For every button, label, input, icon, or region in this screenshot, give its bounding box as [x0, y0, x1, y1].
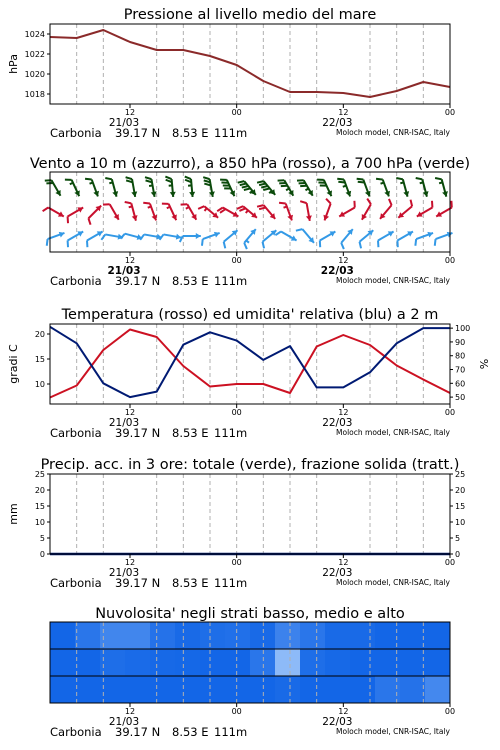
date-label: 22/03 [322, 716, 353, 728]
cloud-cell [150, 676, 176, 704]
y-tick-label-right: 70 [455, 365, 466, 375]
barb-feather [411, 200, 413, 207]
y-tick-label: 15 [34, 502, 45, 511]
wind-barb [337, 179, 351, 197]
y-tick-label-right: 0 [455, 550, 461, 559]
wind-barb [203, 177, 215, 197]
precip-plot-frame [50, 474, 450, 554]
wind-barb [68, 231, 84, 247]
x-tick-label: 00 [231, 707, 242, 716]
pressure-vertical-gridlines [77, 24, 424, 104]
wind-barb [317, 180, 332, 196]
cloud-cell [150, 649, 176, 677]
y-tick-label-right: 90 [455, 337, 466, 347]
barb-feather [125, 202, 132, 203]
barb-half-feather [149, 185, 152, 186]
x-tick-label: 12 [124, 108, 136, 117]
x-tick-label: 00 [231, 558, 242, 567]
y-tick-label: 0 [39, 550, 45, 559]
y-tick-label: 25 [34, 470, 45, 479]
wind-barb [435, 178, 448, 197]
date-label: 21/03 [107, 265, 141, 277]
barb-feather [238, 181, 245, 183]
x-tick-label: 00 [444, 408, 456, 417]
y-tick-label: 5 [39, 534, 45, 543]
y-tick-label-right: 50 [455, 393, 466, 403]
y-tick-label: 10 [34, 518, 45, 527]
wind-barb [297, 180, 313, 196]
cloud-cell [425, 622, 451, 650]
wind-barb [257, 205, 275, 219]
pressure-y-axis-label: hPa [7, 54, 20, 74]
cloud-cell [400, 622, 426, 650]
cloud-cell [50, 622, 76, 650]
barb-feather [224, 242, 226, 249]
pressure-x-ticks [50, 104, 455, 140]
wind-barb [103, 204, 119, 220]
wind-barb [185, 177, 195, 197]
cloud-cell [200, 649, 226, 677]
barb-half-feather [439, 182, 442, 183]
cloud-cell [250, 649, 276, 677]
barb-feather [358, 182, 365, 183]
cloud-cell [300, 622, 326, 650]
cloud-cell [400, 676, 426, 704]
wind-barb [257, 181, 275, 195]
temperature-panel [7, 307, 491, 440]
barb-half-feather [246, 210, 248, 213]
wind-barb [357, 179, 371, 197]
footer-location: Carbonia [50, 426, 102, 440]
barb-head [170, 192, 176, 197]
date-label: 22/03 [320, 265, 354, 277]
date-label: 22/03 [322, 117, 353, 129]
cloud-cell [50, 676, 76, 704]
x-tick-label: 00 [231, 256, 242, 265]
cloud-cell [275, 649, 301, 677]
wind-barb [220, 180, 235, 196]
footer-location: Carbonia [50, 576, 102, 590]
barb-feather [261, 186, 268, 188]
barb-feather [203, 177, 209, 179]
footer-location: Carbonia [50, 126, 102, 140]
barb-feather [242, 186, 249, 188]
cloud-cell [50, 649, 76, 677]
barb-head [196, 233, 201, 239]
series-line [50, 30, 450, 97]
cloud-cell [275, 622, 301, 650]
wind-barb [360, 230, 374, 248]
wind-barb [237, 206, 257, 218]
wind-barb [300, 201, 312, 221]
footer-elevation: 111m [214, 126, 248, 140]
footer-location: Carbonia [50, 725, 102, 739]
y-tick-label: 1020 [24, 70, 45, 79]
wind-title: Vento a 10 m (azzurro), a 850 hPa (rosso), a 700 hPa (verde) [29, 156, 471, 172]
precip-title: Precip. acc. in 3 ore: totale (verde), frazione solida (tratt.) [40, 457, 460, 473]
footer-elevation: 111m [214, 576, 248, 590]
x-tick-label: 12 [124, 707, 136, 716]
wind-barb [416, 178, 429, 197]
y-tick-label-right: 5 [455, 534, 461, 543]
barb-half-feather [129, 206, 132, 207]
cloud-cell [175, 649, 201, 677]
cloud-cell [200, 676, 226, 704]
barb-feather [326, 199, 331, 204]
cloud-cell [200, 622, 226, 650]
wind-barb [320, 231, 336, 247]
barb-feather [279, 203, 286, 204]
wind-barb [65, 180, 80, 196]
barb-feather [257, 181, 264, 183]
cloud-cell [425, 649, 451, 677]
wind-barb [88, 206, 101, 225]
wind-barb [323, 199, 330, 221]
barb-half-feather [343, 186, 346, 187]
wind-barb [376, 179, 390, 197]
cloud-cell [75, 622, 101, 650]
wind-barb [397, 231, 413, 247]
clouds-title: Nuvolosita' negli strati basso, medio e alto [95, 606, 405, 622]
barb-half-feather [109, 182, 112, 183]
barb-feather [435, 178, 442, 179]
wind-barb [202, 232, 220, 246]
pressure-title: Pressione al livello medio del mare [123, 7, 377, 23]
date-label: 21/03 [108, 417, 140, 429]
cloud-cell [425, 676, 451, 704]
barb-half-feather [186, 207, 189, 209]
date-label: 22/03 [322, 567, 353, 579]
x-tick-label: 00 [231, 108, 242, 117]
temperature-x-ticks [50, 404, 455, 440]
x-tick-label: 12 [338, 256, 349, 265]
cloud-cell [125, 649, 151, 677]
y-tick-label: 1018 [24, 90, 45, 99]
humidity-y-axis-label: % [478, 358, 491, 370]
y-tick-label: 1024 [24, 30, 45, 39]
barb-feather [165, 177, 171, 179]
temperature-y-ticks [35, 324, 470, 402]
wind-barb [43, 208, 64, 217]
pressure-panel [7, 7, 455, 140]
wind-barb [140, 234, 162, 240]
y-tick-label-right: 20 [455, 486, 466, 495]
wind-barb [101, 234, 123, 240]
footer-credit: Moloch model, CNR-ISAC, Italy [336, 578, 450, 587]
wind-barb [378, 231, 394, 247]
footer-elevation: 111m [214, 426, 248, 440]
wind-barb [279, 203, 293, 221]
wind-barb [263, 230, 277, 248]
barb-feather [257, 205, 264, 207]
barb-half-feather [205, 208, 207, 211]
clouds-x-ticks [50, 703, 455, 739]
temperature-plot-frame [50, 324, 450, 404]
cloud-cell [275, 676, 301, 704]
cloud-cell [125, 622, 151, 650]
barb-feather [240, 184, 247, 186]
y-tick-label: 1022 [24, 50, 45, 59]
date-label: 22/03 [322, 417, 353, 429]
cloud-cell [175, 622, 201, 650]
precip-x-ticks [50, 554, 455, 590]
footer-latitude: 39.17 N [115, 576, 161, 590]
clouds-panel [50, 606, 455, 739]
x-tick-label: 12 [338, 707, 349, 716]
wind-barb [224, 230, 238, 248]
barb-feather [337, 179, 344, 180]
wind-barb [278, 180, 294, 196]
footer-credit: Moloch model, CNR-ISAC, Italy [336, 276, 450, 285]
wind-barb [380, 199, 392, 219]
barb-feather [185, 177, 191, 179]
cloud-cell [325, 676, 351, 704]
barb-feather [237, 206, 243, 209]
barb-half-feather [167, 207, 170, 208]
y-tick-label-right: 25 [455, 470, 466, 479]
barb-feather [396, 178, 403, 179]
footer-credit: Moloch model, CNR-ISAC, Italy [336, 128, 450, 137]
wind-barb [396, 178, 409, 197]
wind-barb [436, 201, 452, 217]
precip-panel [7, 457, 465, 590]
footer-longitude: 8.53 E [172, 725, 209, 739]
barb-feather [105, 178, 112, 179]
barb-feather [275, 232, 281, 236]
barb-feather [202, 239, 203, 246]
cloud-cell [300, 676, 326, 704]
x-tick-label: 12 [124, 558, 136, 567]
temperature-series [50, 327, 450, 398]
cloud-cell [250, 622, 276, 650]
barb-half-feather [246, 240, 249, 242]
barb-feather [145, 177, 151, 179]
x-tick-label: 00 [444, 707, 456, 716]
barb-feather [376, 179, 383, 180]
cloud-cell [125, 676, 151, 704]
cloud-cell [325, 649, 351, 677]
footer-credit: Moloch model, CNR-ISAC, Italy [336, 727, 450, 736]
x-tick-label: 12 [124, 408, 136, 417]
barb-half-feather [305, 189, 308, 191]
cloud-cell [250, 676, 276, 704]
wind-barb [87, 231, 103, 247]
footer-latitude: 39.17 N [115, 426, 161, 440]
footer-longitude: 8.53 E [172, 274, 209, 288]
x-tick-label: 12 [124, 256, 136, 265]
barb-feather [239, 208, 245, 211]
temperature-title: Temperatura (rosso) ed umidita' relativa (blu) a 2 m [61, 307, 439, 323]
footer-latitude: 39.17 N [115, 274, 161, 288]
cloud-cell [225, 649, 251, 677]
precip-vertical-gridlines [77, 474, 424, 554]
cloud-cell [175, 676, 201, 704]
cloud-cell [400, 649, 426, 677]
wind-panel [30, 156, 470, 288]
wind-barb [339, 201, 355, 217]
y-tick-label-right: 100 [455, 324, 471, 334]
footer-elevation: 111m [214, 274, 248, 288]
cloud-cell [75, 676, 101, 704]
barb-head [189, 192, 195, 197]
series-line [50, 327, 450, 397]
cloud-cell [225, 676, 251, 704]
precip-y-axis-label: mm [7, 503, 20, 525]
barb-feather [416, 178, 423, 179]
wind-barb [45, 180, 61, 196]
footer-latitude: 39.17 N [115, 725, 161, 739]
barb-half-feather [148, 207, 151, 208]
wind-barb [415, 232, 433, 246]
footer-longitude: 8.53 E [172, 426, 209, 440]
y-tick-label: 10 [34, 380, 45, 389]
wind-barb [160, 234, 182, 240]
y-tick-label-right: 80 [455, 351, 466, 361]
barb-half-feather [286, 189, 289, 191]
barb-feather [338, 182, 345, 183]
wind-barb [275, 232, 296, 241]
y-tick-label-right: 10 [455, 518, 466, 527]
wind-barb [105, 178, 118, 197]
wind-barb [417, 201, 433, 217]
temperature-vertical-gridlines [77, 324, 424, 404]
barb-feather [341, 243, 344, 249]
y-tick-label: 15 [34, 355, 45, 364]
barb-half-feather [284, 207, 287, 208]
cloud-cell [350, 622, 376, 650]
barb-half-feather [90, 183, 93, 184]
wind-barbs [43, 177, 453, 249]
pressure-y-ticks [25, 30, 50, 99]
x-tick-label: 12 [338, 558, 349, 567]
wind-barb [198, 206, 218, 218]
y-tick-label: 20 [34, 330, 45, 339]
wind-barb [398, 200, 412, 218]
barb-feather [43, 208, 49, 212]
wind-barb [120, 234, 142, 240]
barb-feather [296, 229, 303, 231]
wind-barb [143, 203, 157, 221]
temperature-y-axis-label: gradi C [7, 344, 20, 384]
barb-half-feather [420, 182, 423, 183]
wind-barb [162, 204, 177, 220]
barb-feather [360, 242, 362, 249]
barb-feather [263, 188, 270, 190]
x-tick-label: 00 [444, 256, 456, 265]
x-tick-label: 12 [338, 108, 349, 117]
barb-feather [259, 184, 266, 186]
pressure-series [50, 30, 450, 97]
footer-latitude: 39.17 N [115, 126, 161, 140]
cloud-cell [300, 649, 326, 677]
barb-feather [85, 179, 92, 180]
cloud-cell [225, 622, 251, 650]
precip-y-ticks [35, 470, 465, 559]
barb-feather [389, 199, 392, 205]
y-tick-label-right: 60 [455, 379, 466, 389]
wind-barb [180, 233, 201, 242]
y-tick-label-right: 15 [455, 502, 466, 511]
barb-half-feather [70, 183, 73, 184]
wind-x-ticks [50, 252, 455, 288]
barb-feather [244, 188, 251, 190]
wind-barb [85, 179, 99, 197]
y-tick-label: 20 [34, 486, 45, 495]
wind-barb [125, 202, 138, 221]
barb-feather [259, 208, 266, 210]
wind-barb [165, 177, 175, 197]
date-label: 21/03 [108, 716, 140, 728]
cloud-cell [350, 649, 376, 677]
footer-location: Carbonia [50, 274, 102, 288]
wind-barb [296, 229, 314, 243]
clouds-heatmap-cells [50, 622, 451, 704]
barb-feather [143, 203, 150, 204]
footer-longitude: 8.53 E [172, 126, 209, 140]
x-tick-label: 00 [444, 108, 456, 117]
wind-barb [217, 208, 238, 217]
footer-elevation: 111m [214, 725, 248, 739]
x-tick-label: 00 [444, 558, 456, 567]
barb-half-feather [381, 183, 384, 184]
cloud-cell [325, 622, 351, 650]
barb-feather [300, 201, 306, 203]
barb-feather [88, 218, 90, 224]
wind-barb [244, 229, 256, 249]
barb-feather [357, 179, 364, 180]
barb-feather [47, 239, 48, 246]
x-tick-label: 00 [231, 408, 242, 417]
barb-feather [415, 239, 416, 246]
cloud-cell [150, 622, 176, 650]
wind-barb [238, 181, 256, 195]
barb-half-feather [400, 182, 403, 183]
barb-feather [435, 239, 436, 246]
cloud-cell [350, 676, 376, 704]
footer-credit: Moloch model, CNR-ISAC, Italy [336, 428, 450, 437]
date-label: 21/03 [108, 567, 140, 579]
cloud-cell [75, 649, 101, 677]
footer-longitude: 8.53 E [172, 576, 209, 590]
date-label: 21/03 [108, 117, 140, 129]
wind-barb [341, 229, 353, 249]
wind-barb [68, 207, 84, 223]
barb-feather [244, 243, 247, 249]
barb-feather [126, 177, 132, 179]
x-tick-label: 12 [338, 408, 349, 417]
wind-barb [145, 177, 157, 197]
wind-barb [47, 232, 65, 246]
wind-barb [126, 177, 138, 197]
barb-feather [198, 206, 204, 209]
